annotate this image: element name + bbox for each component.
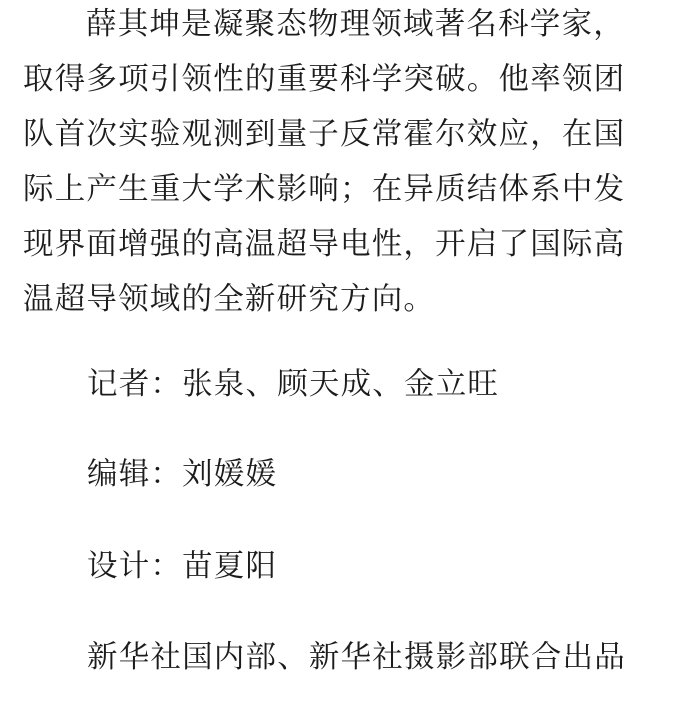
paragraph-line: 队首次实验观测到量子反常霍尔效应，在国 [23,117,626,152]
reporters-credit: 记者：张泉、顾天成、金立旺 [87,367,500,402]
designer-credit: 设计：苗夏阳 [87,549,278,584]
paragraph-line: 际上产生重大学术影响；在异质结体系中发 [23,172,626,207]
paragraph-line: 温超导领域的全新研究方向。 [23,282,436,317]
editor-credit: 编辑：刘媛媛 [87,457,278,492]
paragraph-line: 现界面增强的高温超导电性，开启了国际高 [23,227,626,262]
paragraph-line: 薛其坤是凝聚态物理领域著名科学家， [86,7,625,42]
paragraph-line: 取得多项引领性的重要科学突破。他率领团 [23,62,626,97]
producer-credit: 新华社国内部、新华社摄影部联合出品 [87,640,626,675]
